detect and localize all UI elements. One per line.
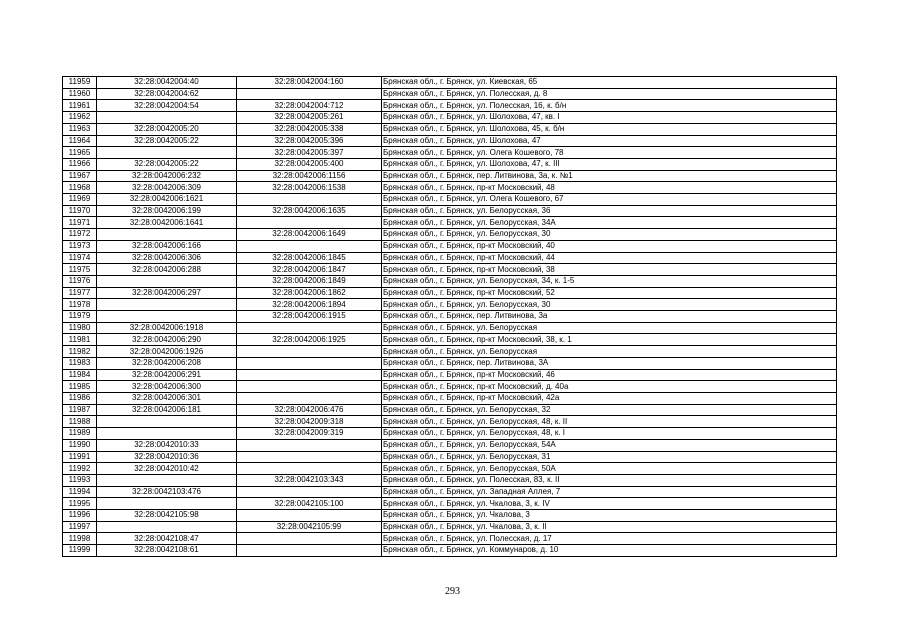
related-cadastral-number-cell: 32:28:0042103:343 (237, 474, 382, 486)
row-number-cell: 11998 (63, 533, 97, 545)
page-number: 293 (445, 586, 460, 597)
related-cadastral-number-cell (237, 346, 382, 358)
cadastral-number-cell: 32:28:0042006:1621 (97, 194, 237, 206)
related-cadastral-number-cell: 32:28:0042006:1845 (237, 252, 382, 264)
row-number-cell: 11963 (63, 123, 97, 135)
table-row (63, 147, 837, 159)
related-cadastral-number-cell: 32:28:0042006:1862 (237, 287, 382, 299)
table-row (63, 369, 837, 381)
cadastral-number-cell (97, 147, 237, 159)
related-cadastral-number-cell: 32:28:0042105:99 (237, 521, 382, 533)
related-cadastral-number-cell (237, 240, 382, 252)
cadastral-number-cell: 32:28:0042010:42 (97, 463, 237, 475)
address-cell: Брянская обл., г. Брянск, ул. Белорусская, 34А (382, 217, 837, 229)
address-cell: Брянская обл., г. Брянск, ул. Олега Кошевого, 67 (382, 194, 837, 206)
cadastral-number-cell: 32:28:0042108:47 (97, 533, 237, 545)
table-row (63, 194, 837, 206)
row-number-cell: 11959 (63, 77, 97, 89)
address-cell: Брянская обл., г. Брянск, ул. Белорусская (382, 322, 837, 334)
address-cell: Брянская обл., г. Брянск, ул. Западная Аллея, 7 (382, 486, 837, 498)
address-cell: Брянская обл., г. Брянск, ул. Чкалова, 3, к. II (382, 521, 837, 533)
related-cadastral-number-cell (237, 392, 382, 404)
row-number-cell: 11997 (63, 521, 97, 533)
address-cell: Брянская обл., г. Брянск, ул. Шолохова, 47, кв. I (382, 112, 837, 124)
row-number-cell: 11988 (63, 416, 97, 428)
table-row (63, 264, 837, 276)
related-cadastral-number-cell: 32:28:0042004:712 (237, 100, 382, 112)
row-number-cell: 11973 (63, 240, 97, 252)
row-number-cell: 11996 (63, 510, 97, 522)
address-cell: Брянская обл., г. Брянск, пр-кт Московский, 52 (382, 287, 837, 299)
address-cell: Брянская обл., г. Брянск, ул. Шолохова, 47 (382, 135, 837, 147)
related-cadastral-number-cell: 32:28:0042006:1649 (237, 229, 382, 241)
row-number-cell: 11965 (63, 147, 97, 159)
address-cell: Брянская обл., г. Брянск, ул. Полесская, 16, к. б/н (382, 100, 837, 112)
related-cadastral-number-cell: 32:28:0042005:397 (237, 147, 382, 159)
register-table-body (63, 77, 837, 557)
address-cell: Брянская обл., г. Брянск, пр-кт Московский, 38, к. 1 (382, 334, 837, 346)
row-number-cell: 11977 (63, 287, 97, 299)
address-cell: Брянская обл., г. Брянск, пр-кт Московский, 40 (382, 240, 837, 252)
related-cadastral-number-cell (237, 357, 382, 369)
related-cadastral-number-cell: 32:28:0042009:318 (237, 416, 382, 428)
cadastral-number-cell: 32:28:0042006:309 (97, 182, 237, 194)
table-row (63, 135, 837, 147)
row-number-cell: 11976 (63, 275, 97, 287)
row-number-cell: 11970 (63, 205, 97, 217)
row-number-cell: 11983 (63, 357, 97, 369)
related-cadastral-number-cell: 32:28:0042105:100 (237, 498, 382, 510)
address-cell: Брянская обл., г. Брянск, ул. Полесская, 83, к. II (382, 474, 837, 486)
cadastral-number-cell: 32:28:0042006:297 (97, 287, 237, 299)
related-cadastral-number-cell: 32:28:0042006:1894 (237, 299, 382, 311)
cadastral-number-cell: 32:28:0042105:98 (97, 510, 237, 522)
table-row (63, 77, 837, 89)
cadastral-number-cell: 32:28:0042103:476 (97, 486, 237, 498)
row-number-cell: 11971 (63, 217, 97, 229)
cadastral-number-cell: 32:28:0042006:306 (97, 252, 237, 264)
table-row (63, 439, 837, 451)
row-number-cell: 11994 (63, 486, 97, 498)
address-cell: Брянская обл., г. Брянск, ул. Белорусская, 32 (382, 404, 837, 416)
related-cadastral-number-cell: 32:28:0042006:1925 (237, 334, 382, 346)
address-cell: Брянская обл., г. Брянск, ул. Чкалова, 3, к. IV (382, 498, 837, 510)
table-row (63, 217, 837, 229)
cadastral-number-cell: 32:28:0042006:301 (97, 392, 237, 404)
row-number-cell: 11985 (63, 381, 97, 393)
cadastral-number-cell (97, 311, 237, 323)
cadastral-number-cell: 32:28:0042006:181 (97, 404, 237, 416)
address-cell: Брянская обл., г. Брянск, ул. Шолохова, 47, к. III (382, 158, 837, 170)
cadastral-number-cell (97, 428, 237, 440)
address-cell: Брянская обл., г. Брянск, пр-кт Московский, 46 (382, 369, 837, 381)
row-number-cell: 11989 (63, 428, 97, 440)
row-number-cell: 11980 (63, 322, 97, 334)
cadastral-number-cell: 32:28:0042006:1641 (97, 217, 237, 229)
related-cadastral-number-cell (237, 486, 382, 498)
cadastral-number-cell (97, 229, 237, 241)
table-row (63, 287, 837, 299)
address-cell: Брянская обл., г. Брянск, ул. Шолохова, 45, к. б/н (382, 123, 837, 135)
cadastral-number-cell: 32:28:0042006:300 (97, 381, 237, 393)
cadastral-number-cell: 32:28:0042006:208 (97, 357, 237, 369)
table-row (63, 521, 837, 533)
related-cadastral-number-cell (237, 545, 382, 557)
table-row (63, 158, 837, 170)
cadastral-number-cell (97, 299, 237, 311)
table-row (63, 252, 837, 264)
table-row (63, 428, 837, 440)
address-cell: Брянская обл., г. Брянск, ул. Белорусская, 50А (382, 463, 837, 475)
related-cadastral-number-cell (237, 322, 382, 334)
related-cadastral-number-cell: 32:28:0042006:1538 (237, 182, 382, 194)
address-cell: Брянская обл., г. Брянск, ул. Белорусская, 54А (382, 439, 837, 451)
cadastral-number-cell: 32:28:0042004:40 (97, 77, 237, 89)
table-row (63, 486, 837, 498)
table-row (63, 346, 837, 358)
address-cell: Брянская обл., г. Брянск, ул. Белорусская (382, 346, 837, 358)
row-number-cell: 11992 (63, 463, 97, 475)
table-row (63, 510, 837, 522)
cadastral-number-cell: 32:28:0042108:61 (97, 545, 237, 557)
cadastral-number-cell (97, 498, 237, 510)
address-cell: Брянская обл., г. Брянск, ул. Олега Кошевого, 78 (382, 147, 837, 159)
row-number-cell: 11975 (63, 264, 97, 276)
cadastral-number-cell: 32:28:0042006:1926 (97, 346, 237, 358)
table-row (63, 451, 837, 463)
cadastral-number-cell: 32:28:0042006:288 (97, 264, 237, 276)
table-row (63, 545, 837, 557)
table-row (63, 474, 837, 486)
row-number-cell: 11978 (63, 299, 97, 311)
related-cadastral-number-cell (237, 463, 382, 475)
row-number-cell: 11990 (63, 439, 97, 451)
row-number-cell: 11964 (63, 135, 97, 147)
cadastral-number-cell: 32:28:0042006:199 (97, 205, 237, 217)
cadastral-number-cell: 32:28:0042004:54 (97, 100, 237, 112)
row-number-cell: 11972 (63, 229, 97, 241)
table-row (63, 275, 837, 287)
address-cell: Брянская обл., г. Брянск, пер. Литвинова, 3А (382, 357, 837, 369)
related-cadastral-number-cell (237, 217, 382, 229)
address-cell: Брянская обл., г. Брянск, ул. Белорусская, 30 (382, 299, 837, 311)
address-cell: Брянская обл., г. Брянск, ул. Киевская, 65 (382, 77, 837, 89)
related-cadastral-number-cell: 32:28:0042006:1847 (237, 264, 382, 276)
table-row (63, 357, 837, 369)
row-number-cell: 11993 (63, 474, 97, 486)
related-cadastral-number-cell (237, 369, 382, 381)
table-row (63, 322, 837, 334)
table-row (63, 463, 837, 475)
related-cadastral-number-cell (237, 88, 382, 100)
address-cell: Брянская обл., г. Брянск, ул. Белорусская, 36 (382, 205, 837, 217)
table-row (63, 381, 837, 393)
related-cadastral-number-cell (237, 533, 382, 545)
table-row (63, 123, 837, 135)
address-cell: Брянская обл., г. Брянск, ул. Белорусская, 48, к. II (382, 416, 837, 428)
address-cell: Брянская обл., г. Брянск, ул. Чкалова, 3 (382, 510, 837, 522)
address-cell: Брянская обл., г. Брянск, ул. Белорусская, 48, к. I (382, 428, 837, 440)
cadastral-number-cell: 32:28:0042006:290 (97, 334, 237, 346)
related-cadastral-number-cell (237, 194, 382, 206)
cadastral-number-cell: 32:28:0042005:22 (97, 135, 237, 147)
address-cell: Брянская обл., г. Брянск, ул. Коммунаров, д. 10 (382, 545, 837, 557)
table-row (63, 404, 837, 416)
row-number-cell: 11961 (63, 100, 97, 112)
cadastral-number-cell: 32:28:0042006:1918 (97, 322, 237, 334)
row-number-cell: 11984 (63, 369, 97, 381)
cadastral-number-cell: 32:28:0042010:33 (97, 439, 237, 451)
address-cell: Брянская обл., г. Брянск, ул. Полесская, д. 8 (382, 88, 837, 100)
related-cadastral-number-cell (237, 439, 382, 451)
address-cell: Брянская обл., г. Брянск, пер. Литвинова, 3а (382, 311, 837, 323)
row-number-cell: 11968 (63, 182, 97, 194)
cadastral-number-cell: 32:28:0042006:166 (97, 240, 237, 252)
related-cadastral-number-cell: 32:28:0042006:1635 (237, 205, 382, 217)
register-table (62, 76, 837, 557)
table-row (63, 311, 837, 323)
table-row (63, 240, 837, 252)
related-cadastral-number-cell: 32:28:0042004:160 (237, 77, 382, 89)
row-number-cell: 11969 (63, 194, 97, 206)
table-row (63, 229, 837, 241)
address-cell: Брянская обл., г. Брянск, пр-кт Московский, 38 (382, 264, 837, 276)
address-cell: Брянская обл., г. Брянск, ул. Белорусская, 30 (382, 229, 837, 241)
cadastral-number-cell: 32:28:0042006:232 (97, 170, 237, 182)
table-row (63, 170, 837, 182)
row-number-cell: 11979 (63, 311, 97, 323)
row-number-cell: 11999 (63, 545, 97, 557)
row-number-cell: 11995 (63, 498, 97, 510)
cadastral-number-cell (97, 112, 237, 124)
table-row (63, 299, 837, 311)
related-cadastral-number-cell: 32:28:0042005:396 (237, 135, 382, 147)
cadastral-number-cell: 32:28:0042004:62 (97, 88, 237, 100)
related-cadastral-number-cell: 32:28:0042006:476 (237, 404, 382, 416)
related-cadastral-number-cell: 32:28:0042006:1849 (237, 275, 382, 287)
row-number-cell: 11987 (63, 404, 97, 416)
row-number-cell: 11986 (63, 392, 97, 404)
address-cell: Брянская обл., г. Брянск, ул. Белорусская, 34, к. 1-5 (382, 275, 837, 287)
table-row (63, 498, 837, 510)
address-cell: Брянская обл., г. Брянск, пр-кт Московский, 44 (382, 252, 837, 264)
related-cadastral-number-cell (237, 510, 382, 522)
related-cadastral-number-cell: 32:28:0042006:1915 (237, 311, 382, 323)
address-cell: Брянская обл., г. Брянск, ул. Белорусская, 31 (382, 451, 837, 463)
row-number-cell: 11991 (63, 451, 97, 463)
table-row (63, 392, 837, 404)
cadastral-number-cell (97, 275, 237, 287)
related-cadastral-number-cell: 32:28:0042005:261 (237, 112, 382, 124)
row-number-cell: 11967 (63, 170, 97, 182)
table-row (63, 182, 837, 194)
row-number-cell: 11982 (63, 346, 97, 358)
related-cadastral-number-cell: 32:28:0042009:319 (237, 428, 382, 440)
related-cadastral-number-cell: 32:28:0042005:400 (237, 158, 382, 170)
cadastral-number-cell: 32:28:0042006:291 (97, 369, 237, 381)
row-number-cell: 11960 (63, 88, 97, 100)
related-cadastral-number-cell (237, 451, 382, 463)
cadastral-number-cell (97, 474, 237, 486)
table-row (63, 416, 837, 428)
row-number-cell: 11962 (63, 112, 97, 124)
table-row (63, 88, 837, 100)
related-cadastral-number-cell (237, 381, 382, 393)
table-row (63, 334, 837, 346)
cadastral-number-cell: 32:28:0042005:20 (97, 123, 237, 135)
table-row (63, 112, 837, 124)
cadastral-number-cell: 32:28:0042005:22 (97, 158, 237, 170)
address-cell: Брянская обл., г. Брянск, пр-кт Московский, 48 (382, 182, 837, 194)
row-number-cell: 11974 (63, 252, 97, 264)
table-row (63, 205, 837, 217)
address-cell: Брянская обл., г. Брянск, пер. Литвинова, 3а, к. №1 (382, 170, 837, 182)
address-cell: Брянская обл., г. Брянск, пр-кт Московский, 42а (382, 392, 837, 404)
cadastral-number-cell (97, 416, 237, 428)
address-cell: Брянская обл., г. Брянск, ул. Полесская, д. 17 (382, 533, 837, 545)
address-cell: Брянская обл., г. Брянск, пр-кт Московский, д. 40а (382, 381, 837, 393)
related-cadastral-number-cell: 32:28:0042005:338 (237, 123, 382, 135)
related-cadastral-number-cell: 32:28:0042006:1156 (237, 170, 382, 182)
row-number-cell: 11966 (63, 158, 97, 170)
cadastral-number-cell: 32:28:0042010:36 (97, 451, 237, 463)
cadastral-number-cell (97, 521, 237, 533)
row-number-cell: 11981 (63, 334, 97, 346)
table-row (63, 100, 837, 112)
table-row (63, 533, 837, 545)
